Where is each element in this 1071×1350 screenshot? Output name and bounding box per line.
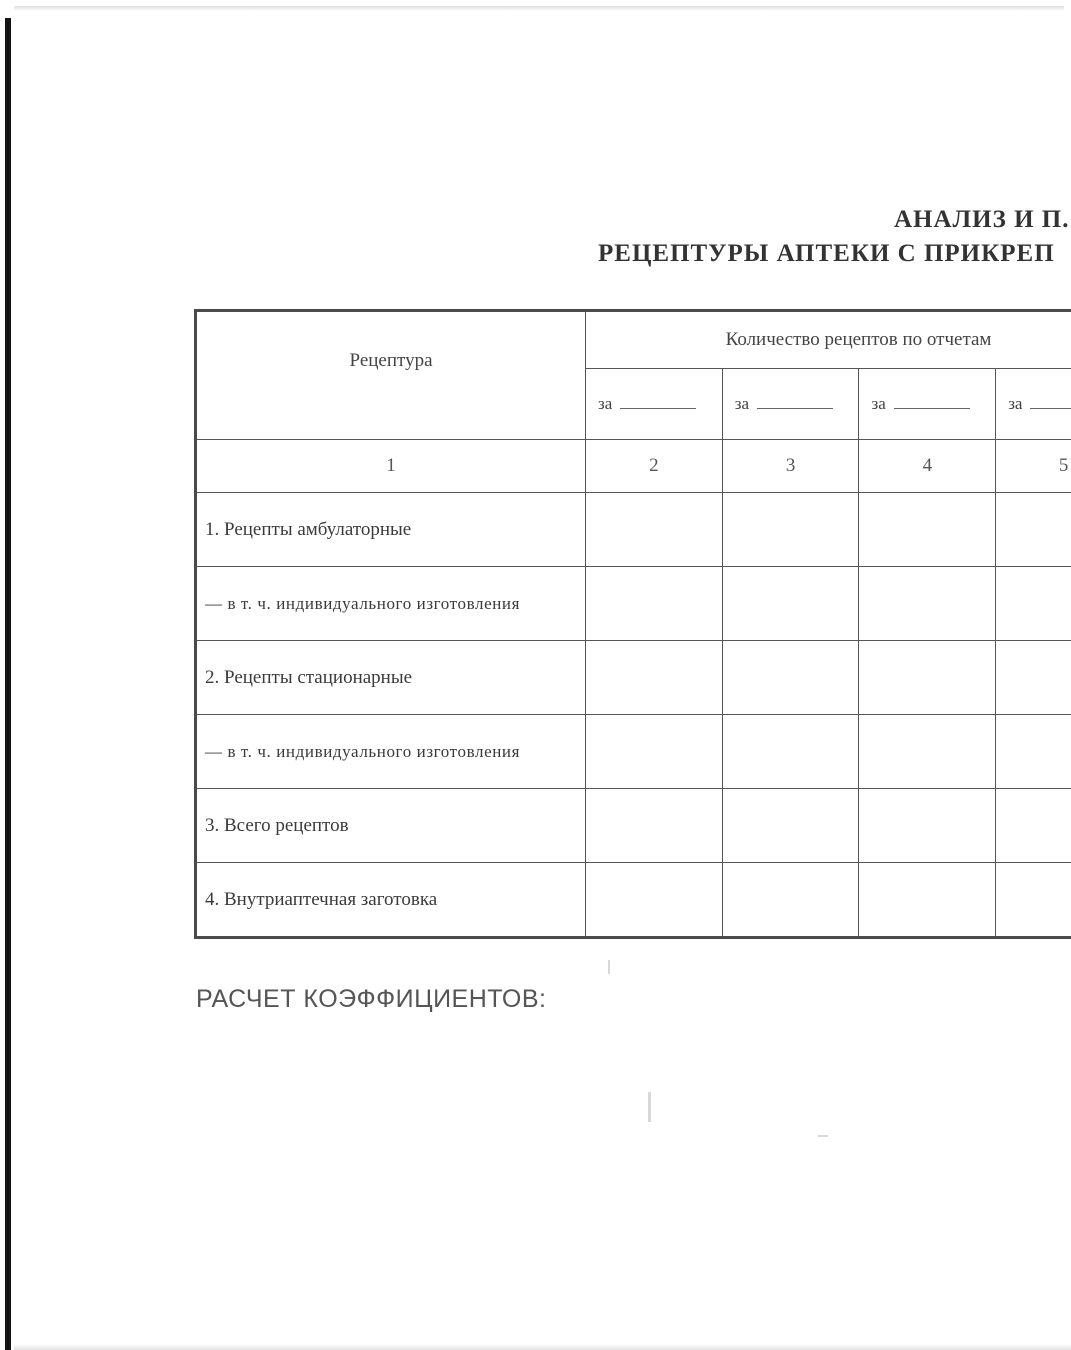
- column-number: 2: [586, 440, 723, 493]
- period-label: за: [598, 394, 613, 413]
- row-label-outpatient-individual: — в т. ч. индивидуального изготовления: [196, 567, 586, 641]
- scan-artifact: [818, 1135, 828, 1137]
- table-row: [196, 493, 1071, 567]
- data-cell[interactable]: [996, 715, 1071, 789]
- row-label-total: 3. Всего рецептов: [196, 789, 586, 863]
- data-cell[interactable]: [859, 789, 996, 863]
- header-recipe-type: Рецептура: [196, 311, 586, 440]
- period-cell-4: [996, 369, 1071, 440]
- report-table-container: [194, 309, 1071, 945]
- scan-artifact: [608, 960, 610, 974]
- data-cell[interactable]: [859, 641, 996, 715]
- data-cell[interactable]: [722, 715, 859, 789]
- data-cell[interactable]: [859, 567, 996, 641]
- data-cell[interactable]: [859, 863, 996, 938]
- data-cell[interactable]: [586, 863, 723, 938]
- data-cell[interactable]: [586, 567, 723, 641]
- table-row: [196, 789, 1071, 863]
- data-cell[interactable]: [996, 863, 1071, 938]
- column-number: 3: [722, 440, 859, 493]
- header-prescription-count: Количество рецептов по отчетам: [586, 311, 1071, 369]
- data-cell[interactable]: [996, 789, 1071, 863]
- period-label: за: [1008, 394, 1023, 413]
- data-cell[interactable]: [722, 789, 859, 863]
- row-label-in-pharmacy-preparation: 4. Внутриаптечная заготовка: [196, 863, 586, 938]
- data-cell[interactable]: [996, 567, 1071, 641]
- data-cell[interactable]: [722, 641, 859, 715]
- data-cell[interactable]: [586, 493, 723, 567]
- period-blank-line: [1030, 408, 1071, 409]
- title-line-1: АНАЛИЗ И П.: [894, 206, 1070, 233]
- row-label-outpatient: 1. Рецепты амбулаторные: [196, 493, 586, 567]
- data-cell[interactable]: [586, 641, 723, 715]
- column-number-row: [196, 440, 1071, 493]
- title-block: [0, 0, 1071, 300]
- data-cell[interactable]: [859, 715, 996, 789]
- column-number: 4: [859, 440, 996, 493]
- scan-bottom-shadow: [14, 1344, 1071, 1350]
- period-label: за: [871, 394, 886, 413]
- row-label-inpatient-individual: — в т. ч. индивидуального изготовления: [196, 715, 586, 789]
- prescription-table: [194, 309, 1071, 939]
- column-number: 5: [996, 440, 1071, 493]
- table-header-row: [196, 311, 1071, 369]
- scan-artifact: [648, 1092, 651, 1122]
- table-row: [196, 863, 1071, 938]
- period-cell-3: [859, 369, 996, 440]
- table-row: [196, 641, 1071, 715]
- table-row: [196, 715, 1071, 789]
- period-label: за: [734, 394, 750, 413]
- data-cell[interactable]: [722, 567, 859, 641]
- row-label-inpatient: 2. Рецепты стационарные: [196, 641, 586, 715]
- data-cell[interactable]: [586, 715, 723, 789]
- title-line-2: РЕЦЕПТУРЫ АПТЕКИ С ПРИКРЕП: [598, 240, 1055, 267]
- column-number: 1: [196, 440, 586, 493]
- data-cell[interactable]: [859, 493, 996, 567]
- coefficients-heading: РАСЧЕТ КОЭФФИЦИЕНТОВ:: [196, 985, 547, 1013]
- period-cell-1: [586, 369, 723, 440]
- period-blank-line: [757, 408, 833, 409]
- data-cell[interactable]: [722, 493, 859, 567]
- period-cell-2: [722, 369, 859, 440]
- period-blank-line: [620, 408, 696, 409]
- period-blank-line: [894, 408, 970, 409]
- data-cell[interactable]: [996, 641, 1071, 715]
- data-cell[interactable]: [996, 493, 1071, 567]
- data-cell[interactable]: [586, 789, 723, 863]
- table-row: [196, 567, 1071, 641]
- data-cell[interactable]: [722, 863, 859, 938]
